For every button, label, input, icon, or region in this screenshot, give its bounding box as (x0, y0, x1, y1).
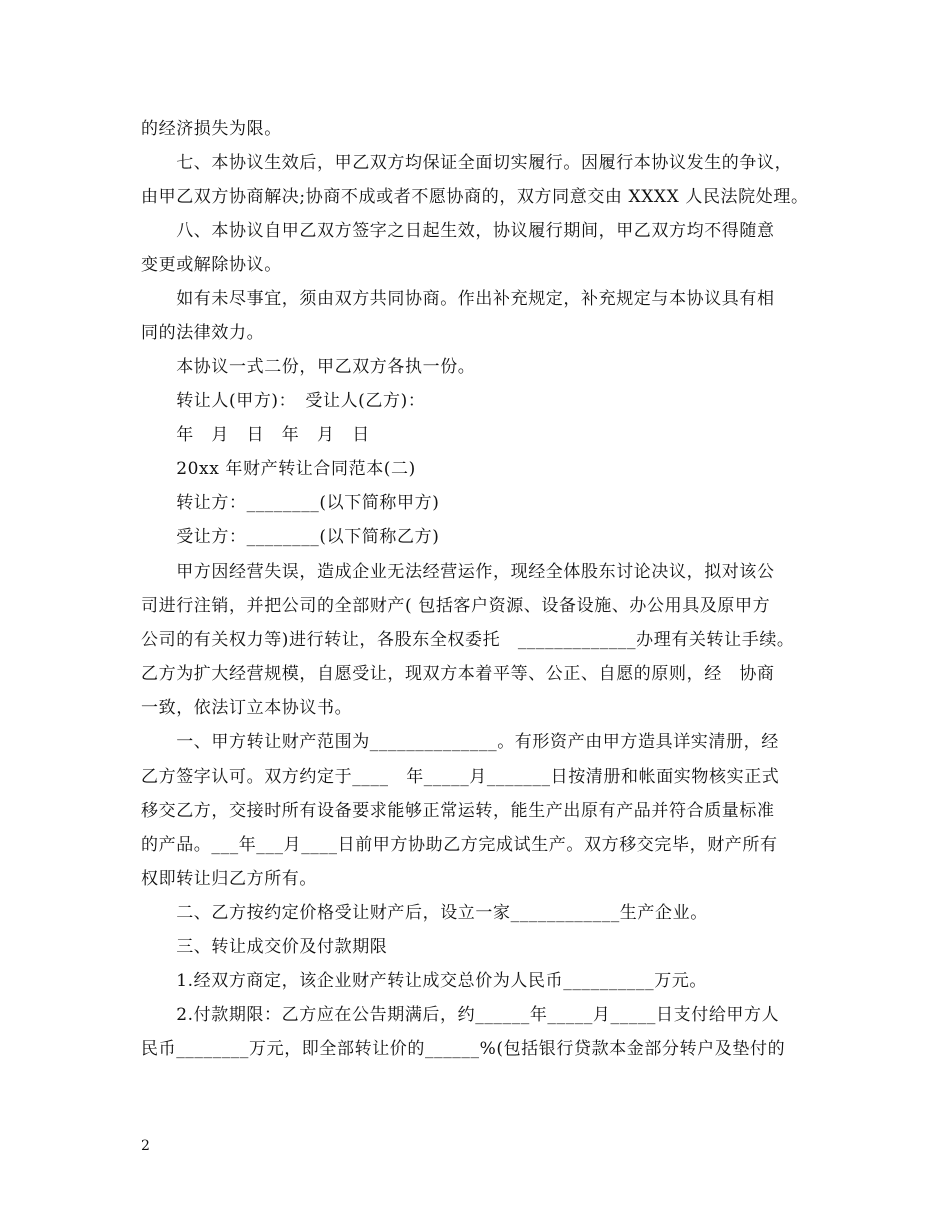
text-line: 一致，依法订立本协议书。 (141, 698, 353, 718)
text-line: 公司的有关权力等)进行转让，各股东全权委托 _____________办理有关转让手续。 (141, 630, 795, 650)
text-line: 乙方签字认可。双方约定于____ 年_____月_______日按清册和帐面实物核实正式 (141, 767, 780, 787)
text-line: 转让人(甲方)： 受让人(乙方)： (141, 391, 426, 411)
text-line: 乙方为扩大经营规模，自愿受让，现双方本着平等、公正、自愿的原则，经 协商 (141, 664, 775, 684)
text-line: 变更或解除协议。 (141, 255, 282, 275)
text-line: 一、甲方转让财产范围为______________。有形资产由甲方造具详实清册，经 (141, 732, 779, 752)
text-line: 本协议一式二份，甲乙双方各执一份。 (141, 357, 476, 377)
text-line: 三、转让成交价及付款期限 (141, 937, 388, 957)
text-line: 2.付款期限：乙方应在公告期满后，约______年_____月_____日支付给甲方人 (141, 1005, 780, 1025)
text-line: 甲方因经营失误，造成企业无法经营运作，现经全体股东讨论决议，拟对该公 (141, 562, 775, 582)
text-line: 移交乙方，交接时所有设备要求能够正常运转，能生产出原有产品并符合质量标准 (141, 801, 775, 821)
text-line: 二、乙方按约定价格受让财产后，设立一家____________生产企业。 (141, 903, 708, 923)
text-line: 受让方：________(以下简称乙方) (141, 527, 440, 547)
text-line: 年 月 日 年 月 日 (141, 425, 370, 445)
text-line: 由甲乙双方协商解决;协商不成或者不愿协商的，双方同意交由 XXXX 人民法院处理。 (141, 187, 809, 207)
text-line: 司进行注销，并把公司的全部财产( 包括客户资源、设备设施、办公用具及原甲方 (141, 596, 771, 616)
text-line: 的经济损失为限。 (141, 119, 282, 139)
page-number: 2 (141, 1138, 150, 1154)
text-line: 民币________万元，即全部转让价的______%(包括银行贷款本金部分转户及垫付的 (141, 1039, 786, 1059)
text-line: 八、本协议自甲乙双方签字之日起生效，协议履行期间，甲乙双方均不得随意 (141, 221, 775, 241)
text-line: 20xx 年财产转让合同范本(二) (141, 459, 416, 479)
text-line: 1.经双方商定，该企业财产转让成交总价为人民币__________万元。 (141, 971, 708, 991)
text-line: 七、本协议生效后，甲乙双方均保证全面切实履行。因履行本协议发生的争议， (141, 153, 793, 173)
text-line: 同的法律效力。 (141, 323, 265, 343)
text-line: 权即转让归乙方所有。 (141, 869, 317, 889)
text-line: 如有未尽事宜，须由双方共同协商。作出补充规定，补充规定与本协议具有相 (141, 289, 775, 309)
text-line: 转让方：________(以下简称甲方) (141, 493, 440, 513)
text-line: 的产品。___年___月____日前甲方协助乙方完成试生产。双方移交完毕，财产所有 (141, 835, 778, 855)
